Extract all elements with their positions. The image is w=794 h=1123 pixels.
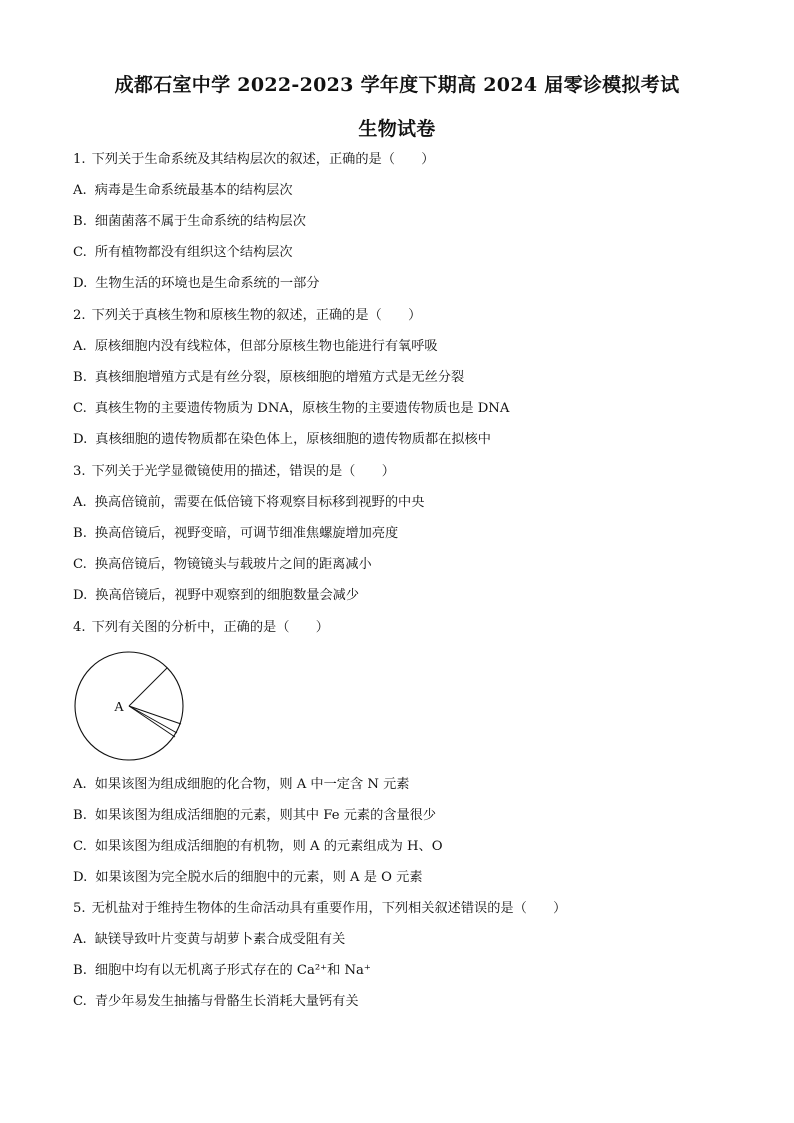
option-text: 青少年易发生抽搐与骨骼生长消耗大量钙有关 xyxy=(94,994,359,1009)
option-letter: D. xyxy=(73,432,88,447)
option-text: 病毒是生命系统最基本的结构层次 xyxy=(94,183,293,198)
option-letter: D. xyxy=(73,276,88,291)
question-stem: 下列关于真核生物和原核生物的叙述，正确的是（ ） xyxy=(91,308,422,323)
option-text: 所有植物都没有组织这个结构层次 xyxy=(94,245,293,260)
question-stem: 下列有关图的分析中，正确的是（ ） xyxy=(91,620,329,635)
exam-title: 成都石室中学 2022-2023 学年度下期高 2024 届零诊模拟考试 xyxy=(114,74,680,96)
option-letter: B. xyxy=(73,808,87,823)
option-letter: C. xyxy=(73,839,87,854)
question-number: 2. xyxy=(73,308,86,323)
option-3a xyxy=(73,494,424,512)
option-4a xyxy=(73,776,410,794)
question-number: 3. xyxy=(73,464,86,479)
option-2d xyxy=(73,431,491,449)
option-letter: C. xyxy=(73,557,87,572)
question-stem: 下列关于生命系统及其结构层次的叙述，正确的是（ ） xyxy=(91,152,435,167)
pie-boundary-4 xyxy=(129,706,175,737)
option-5b xyxy=(73,962,371,980)
option-5a xyxy=(73,931,345,949)
option-letter: B. xyxy=(73,370,87,385)
option-text: 换高倍镜后，视野变暗，可调节细准焦螺旋增加亮度 xyxy=(94,526,399,541)
pie-boundary-3 xyxy=(129,706,177,733)
option-text: 生物生活的环境也是生命系统的一部分 xyxy=(95,276,320,291)
option-3d xyxy=(73,587,359,605)
option-1c xyxy=(73,244,293,262)
option-letter: B. xyxy=(73,214,87,229)
question-stem: 无机盐对于维持生物体的生命活动具有重要作用，下列相关叙述错误的是（ ） xyxy=(91,901,567,916)
question-number: 1. xyxy=(73,152,86,167)
option-text: 换高倍镜后，物镜镜头与载玻片之间的距离减小 xyxy=(94,557,372,572)
option-letter: D. xyxy=(73,870,88,885)
option-text: 真核细胞的遗传物质都在染色体上，原核细胞的遗传物质都在拟核中 xyxy=(95,432,491,447)
option-1b xyxy=(73,213,306,231)
option-text: 如果该图为组成细胞的化合物，则 A 中一定含 N 元素 xyxy=(94,777,410,792)
option-letter: C. xyxy=(73,994,87,1009)
option-letter: B. xyxy=(73,526,87,541)
option-3c xyxy=(73,556,372,574)
option-letter: A. xyxy=(73,495,87,510)
option-text: 原核细胞内没有线粒体，但部分原核生物也能进行有氧呼吸 xyxy=(94,339,438,354)
pie-boundary-1 xyxy=(129,668,167,706)
option-text: 细菌菌落不属于生命系统的结构层次 xyxy=(94,214,306,229)
question-3 xyxy=(73,463,395,481)
option-letter: C. xyxy=(73,401,87,416)
question-number: 4. xyxy=(73,620,86,635)
option-2a xyxy=(73,338,438,356)
option-2b xyxy=(73,369,464,387)
option-text: 换高倍镜后，视野中观察到的细胞数量会减少 xyxy=(95,588,360,603)
question-5 xyxy=(73,900,566,918)
pie-figure xyxy=(73,651,185,761)
option-4c xyxy=(73,838,443,856)
option-text: 如果该图为组成活细胞的元素，则其中 Fe 元素的含量很少 xyxy=(94,808,437,823)
option-text: 真核细胞增殖方式是有丝分裂，原核细胞的增殖方式是无丝分裂 xyxy=(94,370,465,385)
option-4b xyxy=(73,807,436,825)
option-letter: A. xyxy=(73,339,87,354)
pie-label-a: A xyxy=(114,700,125,715)
pie-boundary-2 xyxy=(129,706,181,724)
option-letter: A. xyxy=(73,777,87,792)
question-number: 5. xyxy=(73,901,86,916)
option-text: 真核生物的主要遗传物质为 DNA，原核生物的主要遗传物质也是 DNA xyxy=(94,401,510,416)
option-5c xyxy=(73,993,359,1011)
option-text: 如果该图为组成活细胞的有机物，则 A 的元素组成为 H、O xyxy=(94,839,443,854)
option-letter: B. xyxy=(73,963,87,978)
option-text: 细胞中均有以无机离子形式存在的 Ca²⁺和 Na⁺ xyxy=(94,963,371,978)
option-letter: A. xyxy=(73,932,87,947)
question-4 xyxy=(73,619,329,637)
question-2 xyxy=(73,307,421,325)
option-text: 缺镁导致叶片变黄与胡萝卜素合成受阻有关 xyxy=(94,932,346,947)
option-2c xyxy=(73,400,509,418)
option-letter: D. xyxy=(73,588,88,603)
exam-subtitle: 生物试卷 xyxy=(358,118,436,140)
option-1a xyxy=(73,182,293,200)
option-text: 如果该图为完全脱水后的细胞中的元素，则 A 是 O 元素 xyxy=(95,870,423,885)
option-letter: C. xyxy=(73,245,87,260)
option-4d xyxy=(73,869,423,887)
option-3b xyxy=(73,525,398,543)
question-stem: 下列关于光学显微镜使用的描述，错误的是（ ） xyxy=(91,464,395,479)
option-letter: A. xyxy=(73,183,87,198)
question-1 xyxy=(73,151,434,169)
option-text: 换高倍镜前，需要在低倍镜下将观察目标移到视野的中央 xyxy=(94,495,425,510)
option-1d xyxy=(73,275,319,293)
